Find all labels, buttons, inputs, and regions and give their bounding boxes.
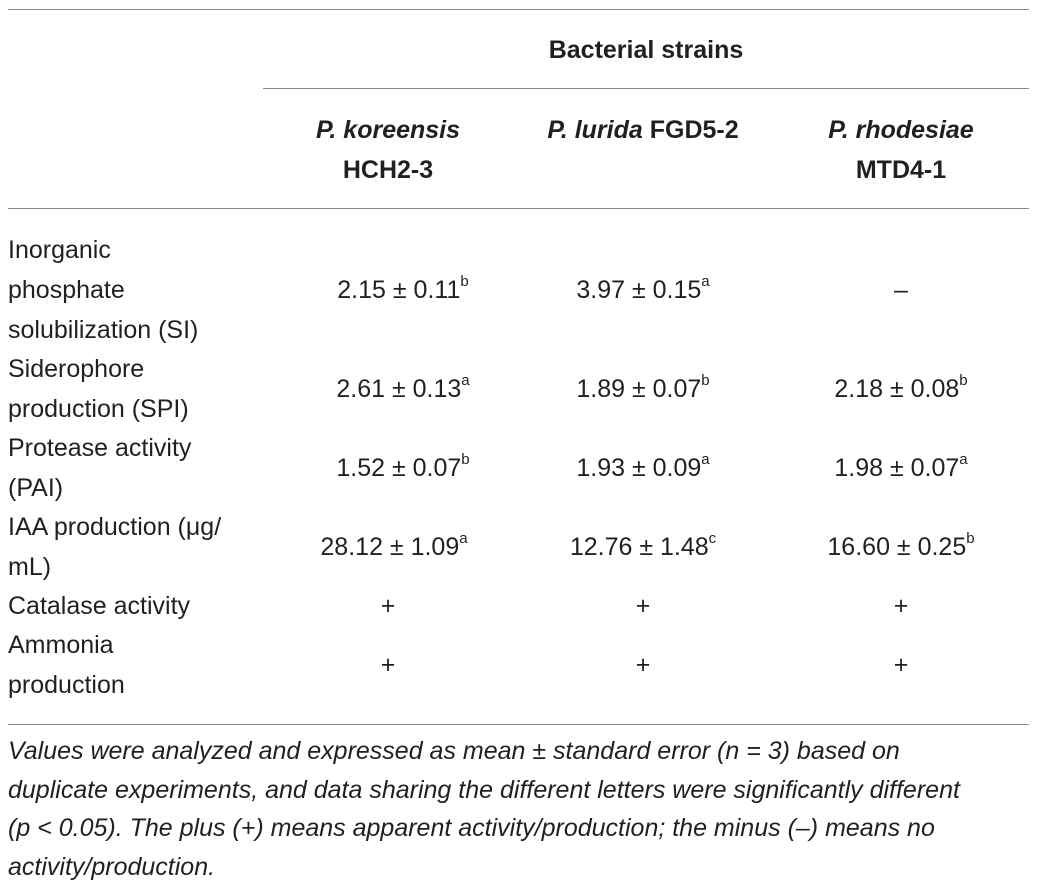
table-cell: 16.60 ± 0.25$^b$ bbox=[827, 529, 975, 561]
table-cell: + bbox=[635, 651, 651, 679]
row-label-line: Inorganic bbox=[8, 236, 111, 264]
row-label-line: phosphate bbox=[8, 276, 125, 304]
row-label-line: Catalase activity bbox=[8, 592, 191, 620]
row-label-catalase bbox=[8, 586, 258, 626]
table-cell: 12.76 ± 1.48$^c$ bbox=[569, 529, 717, 561]
column-header-1-strain: HCH2-3 bbox=[342, 156, 434, 184]
footnote-line: (p < 0.05). The plus (+) means apparent activity/production; the minus (–) means no bbox=[8, 814, 935, 842]
table-cell: – bbox=[894, 276, 908, 304]
row-label-line: solubilization (SI) bbox=[8, 316, 199, 344]
column-header-1-species: P. koreensis bbox=[315, 116, 461, 144]
table-cell: 1.52 ± 0.07$^b$ bbox=[336, 450, 470, 482]
table-cell: + bbox=[380, 651, 396, 679]
column-header-1 bbox=[263, 110, 513, 190]
row-label-line: mL) bbox=[8, 553, 52, 581]
column-header-2 bbox=[513, 110, 773, 150]
table-cell: 2.61 ± 0.13$^a$ bbox=[336, 371, 470, 403]
table-cell: 2.15 ± 0.11$^b$ bbox=[337, 272, 469, 304]
group-header-rule bbox=[263, 88, 1029, 89]
table-bottom-rule bbox=[8, 724, 1029, 725]
column-header-2-strain: FGD5-2 bbox=[649, 116, 739, 144]
table-cell: + bbox=[893, 592, 909, 620]
table-cell: 1.93 ± 0.09$^a$ bbox=[576, 450, 710, 482]
table-cell: 28.12 ± 1.09$^a$ bbox=[320, 529, 468, 561]
column-header-3-species: P. rhodesiae bbox=[828, 116, 974, 144]
row-label-phosphate bbox=[8, 230, 258, 350]
footnote-line: Values were analyzed and expressed as mean ± standard error (n = 3) based on bbox=[8, 737, 900, 765]
group-header: Bacterial strains bbox=[548, 36, 744, 64]
footnote-line: activity/production. bbox=[8, 852, 216, 881]
row-label-line: Siderophore bbox=[8, 355, 145, 383]
table-cell: + bbox=[893, 651, 909, 679]
column-header-3-strain: MTD4-1 bbox=[855, 156, 947, 184]
row-label-line: Ammonia bbox=[8, 631, 114, 659]
row-label-iaa bbox=[8, 507, 268, 587]
row-label-line: production bbox=[8, 671, 125, 699]
row-label-protease bbox=[8, 428, 258, 508]
row-label-line: Protease activity bbox=[8, 434, 192, 462]
table-cell: 2.18 ± 0.08$^b$ bbox=[834, 371, 968, 403]
row-label-siderophore bbox=[8, 349, 258, 429]
column-header-3 bbox=[773, 110, 1029, 190]
table-cell: 3.97 ± 0.15$^a$ bbox=[576, 272, 710, 304]
table-cell: + bbox=[380, 592, 396, 620]
table-top-rule bbox=[8, 9, 1029, 10]
table-cell: + bbox=[635, 592, 651, 620]
column-header-2-species: P. lurida bbox=[547, 116, 643, 144]
table-footnote bbox=[8, 732, 1033, 886]
row-label-line: (PAI) bbox=[8, 474, 64, 502]
table-cell: 1.98 ± 0.07$^a$ bbox=[834, 450, 968, 482]
row-label-line: production (SPI) bbox=[8, 395, 189, 423]
footnote-line: duplicate experiments, and data sharing the different letters were significantly different bbox=[8, 775, 960, 804]
row-label-line: IAA production (μg/ bbox=[8, 513, 222, 541]
header-bottom-rule bbox=[8, 208, 1029, 209]
table-cell: 1.89 ± 0.07$^b$ bbox=[576, 371, 710, 403]
row-label-ammonia bbox=[8, 625, 258, 705]
